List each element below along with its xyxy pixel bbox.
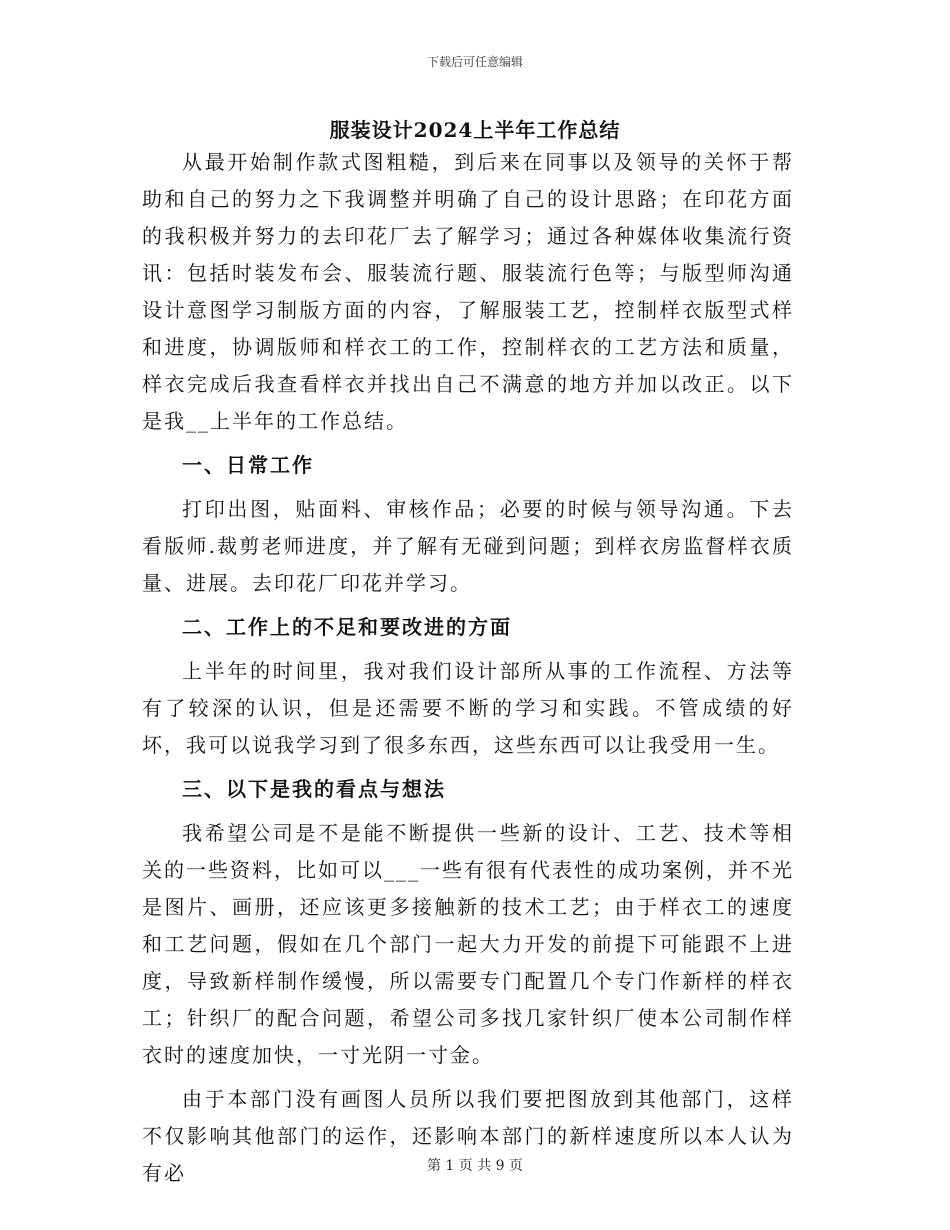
heading-shortcomings: 二、工作上的不足和要改进的方面 (182, 615, 512, 639)
heading-daily-work: 一、日常工作 (182, 453, 314, 477)
paragraph-drawing-staff: 由于本部门没有画图人员所以我们要把图放到其他部门，这样不仅影响其他部门的运作，还影响本部门的新样速度所以本人认为有必 (142, 1087, 794, 1185)
paragraph-shortcomings: 上半年的时间里，我对我们设计部所从事的工作流程、方法等有了较深的认识，但是还需要不断的学习和实践。不管成绩的好坏，我可以说我学习到了很多东西，这些东西可以让我受用一生。 (142, 659, 794, 757)
heading-views: 三、以下是我的看点与想法 (182, 777, 446, 801)
paragraph-daily-work: 打印出图，贴面料、审核作品；必要的时候与领导沟通。下去看版师.裁剪老师进度，并了解有无碰到问题；到样衣房监督样衣质量、进展。去印花厂印花并学习。 (142, 497, 794, 595)
document-title: 服装设计2024上半年工作总结 (329, 118, 621, 142)
document-body (142, 144, 794, 1192)
paragraph-intro: 从最开始制作款式图粗糙，到后来在同事以及领导的关怀于帮助和自己的努力之下我调整并明确了自己的设计思路；在印花方面的我积极并努力的去印花厂去了解学习；通过各种媒体收集流行资讯：包括时装发布会、服装流行题、服装流行色等；与版型师沟通设计意图学习制版方面的内容，了解服装工艺，控制样衣版型式样和进度，协调版师和样衣工的工作，控制样衣的工艺方法和质量，样衣完成后我查看样衣并找出自己不满意的地方并加以改正。以下是我__上半年的工作总结。 (142, 150, 794, 433)
paragraph-views: 我希望公司是不是能不断提供一些新的设计、工艺、技术等相关的一些资料，比如可以___一些有很有代表性的成功案例，并不光是图片、画册，还应该更多接触新的技术工艺；由于样衣工的速度和工艺问题，假如在几个部门一起大力开发的前提下可能跟不上进度，导致新样制作缓慢，所以需要专门配置几个专门作新样的样衣工；针织厂的配合问题，希望公司多找几家针织厂使本公司制作样衣时的速度加快，一寸光阴一寸金。 (142, 821, 794, 1067)
header-note: 下载后可任意编辑 (426, 55, 523, 69)
page-number: 第 1 页 共 9 页 (426, 1158, 524, 1174)
